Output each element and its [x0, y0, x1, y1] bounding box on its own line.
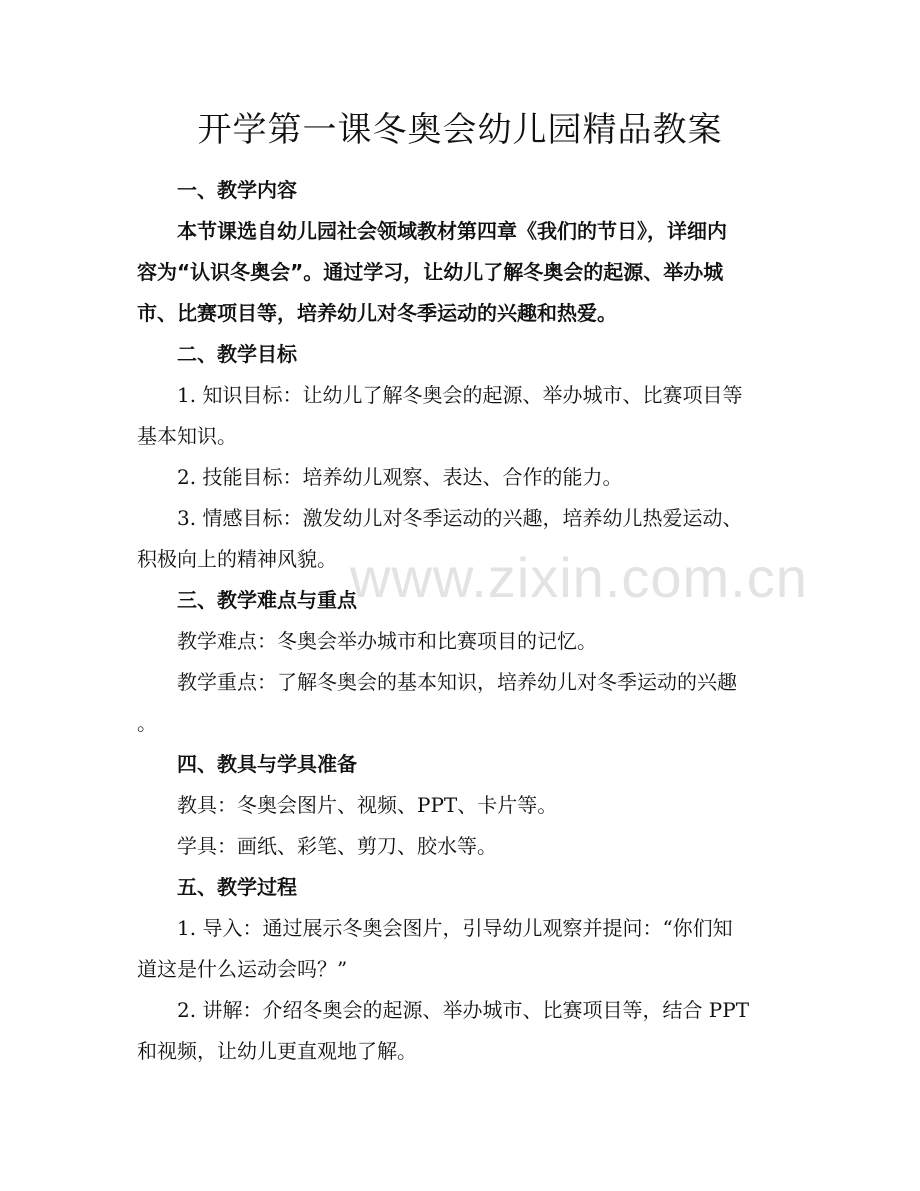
paragraph-line: 1. 知识目标：让幼儿了解冬奥会的起源、举办城市、比赛项目等 — [177, 383, 743, 407]
paragraph-line: 道这是什么运动会吗？” — [137, 957, 348, 981]
document-body — [137, 170, 783, 1072]
paragraph-line: 教学难点：冬奥会举办城市和比赛项目的记忆。 — [177, 629, 597, 653]
section-heading: 二、教学目标 — [177, 342, 297, 366]
document-title: 开学第一课冬奥会幼儿园精品教案 — [197, 110, 723, 150]
paragraph-line: 教学重点：了解冬奥会的基本知识，培养幼儿对冬季运动的兴趣 — [177, 670, 737, 694]
section-heading: 一、教学内容 — [177, 178, 297, 202]
watermark: www.zixin.com.cn — [350, 546, 808, 609]
paragraph-line: 。 — [137, 711, 157, 735]
paragraph-line: 基本知识。 — [137, 424, 237, 448]
paragraph-line: 学具：画纸、彩笔、剪刀、胶水等。 — [177, 834, 497, 858]
paragraph-line: 积极向上的精神风貌。 — [137, 547, 337, 571]
paragraph-line: 容为“认识冬奥会”。通过学习，让幼儿了解冬奥会的起源、举办城 — [137, 260, 724, 284]
paragraph-line: 和视频，让幼儿更直观地了解。 — [137, 1039, 417, 1063]
paragraph-line: 1. 导入：通过展示冬奥会图片，引导幼儿观察并提问：“你们知 — [177, 916, 733, 940]
paragraph-line: 市、比赛项目等，培养幼儿对冬季运动的兴趣和热爱。 — [137, 301, 617, 325]
section-heading: 四、教具与学具准备 — [177, 752, 357, 776]
section-heading: 五、教学过程 — [177, 875, 297, 899]
section-heading: 三、教学难点与重点 — [177, 588, 357, 612]
paragraph-line: 3. 情感目标：激发幼儿对冬季运动的兴趣，培养幼儿热爱运动、 — [177, 506, 743, 530]
paragraph-line: 2. 讲解：介绍冬奥会的起源、举办城市、比赛项目等，结合 PPT — [177, 998, 750, 1022]
paragraph-line: 本节课选自幼儿园社会领域教材第四章《我们的节日》，详细内 — [177, 219, 727, 243]
paragraph-line: 2. 技能目标：培养幼儿观察、表达、合作的能力。 — [177, 465, 623, 489]
paragraph-line: 教具：冬奥会图片、视频、PPT、卡片等。 — [177, 793, 558, 817]
